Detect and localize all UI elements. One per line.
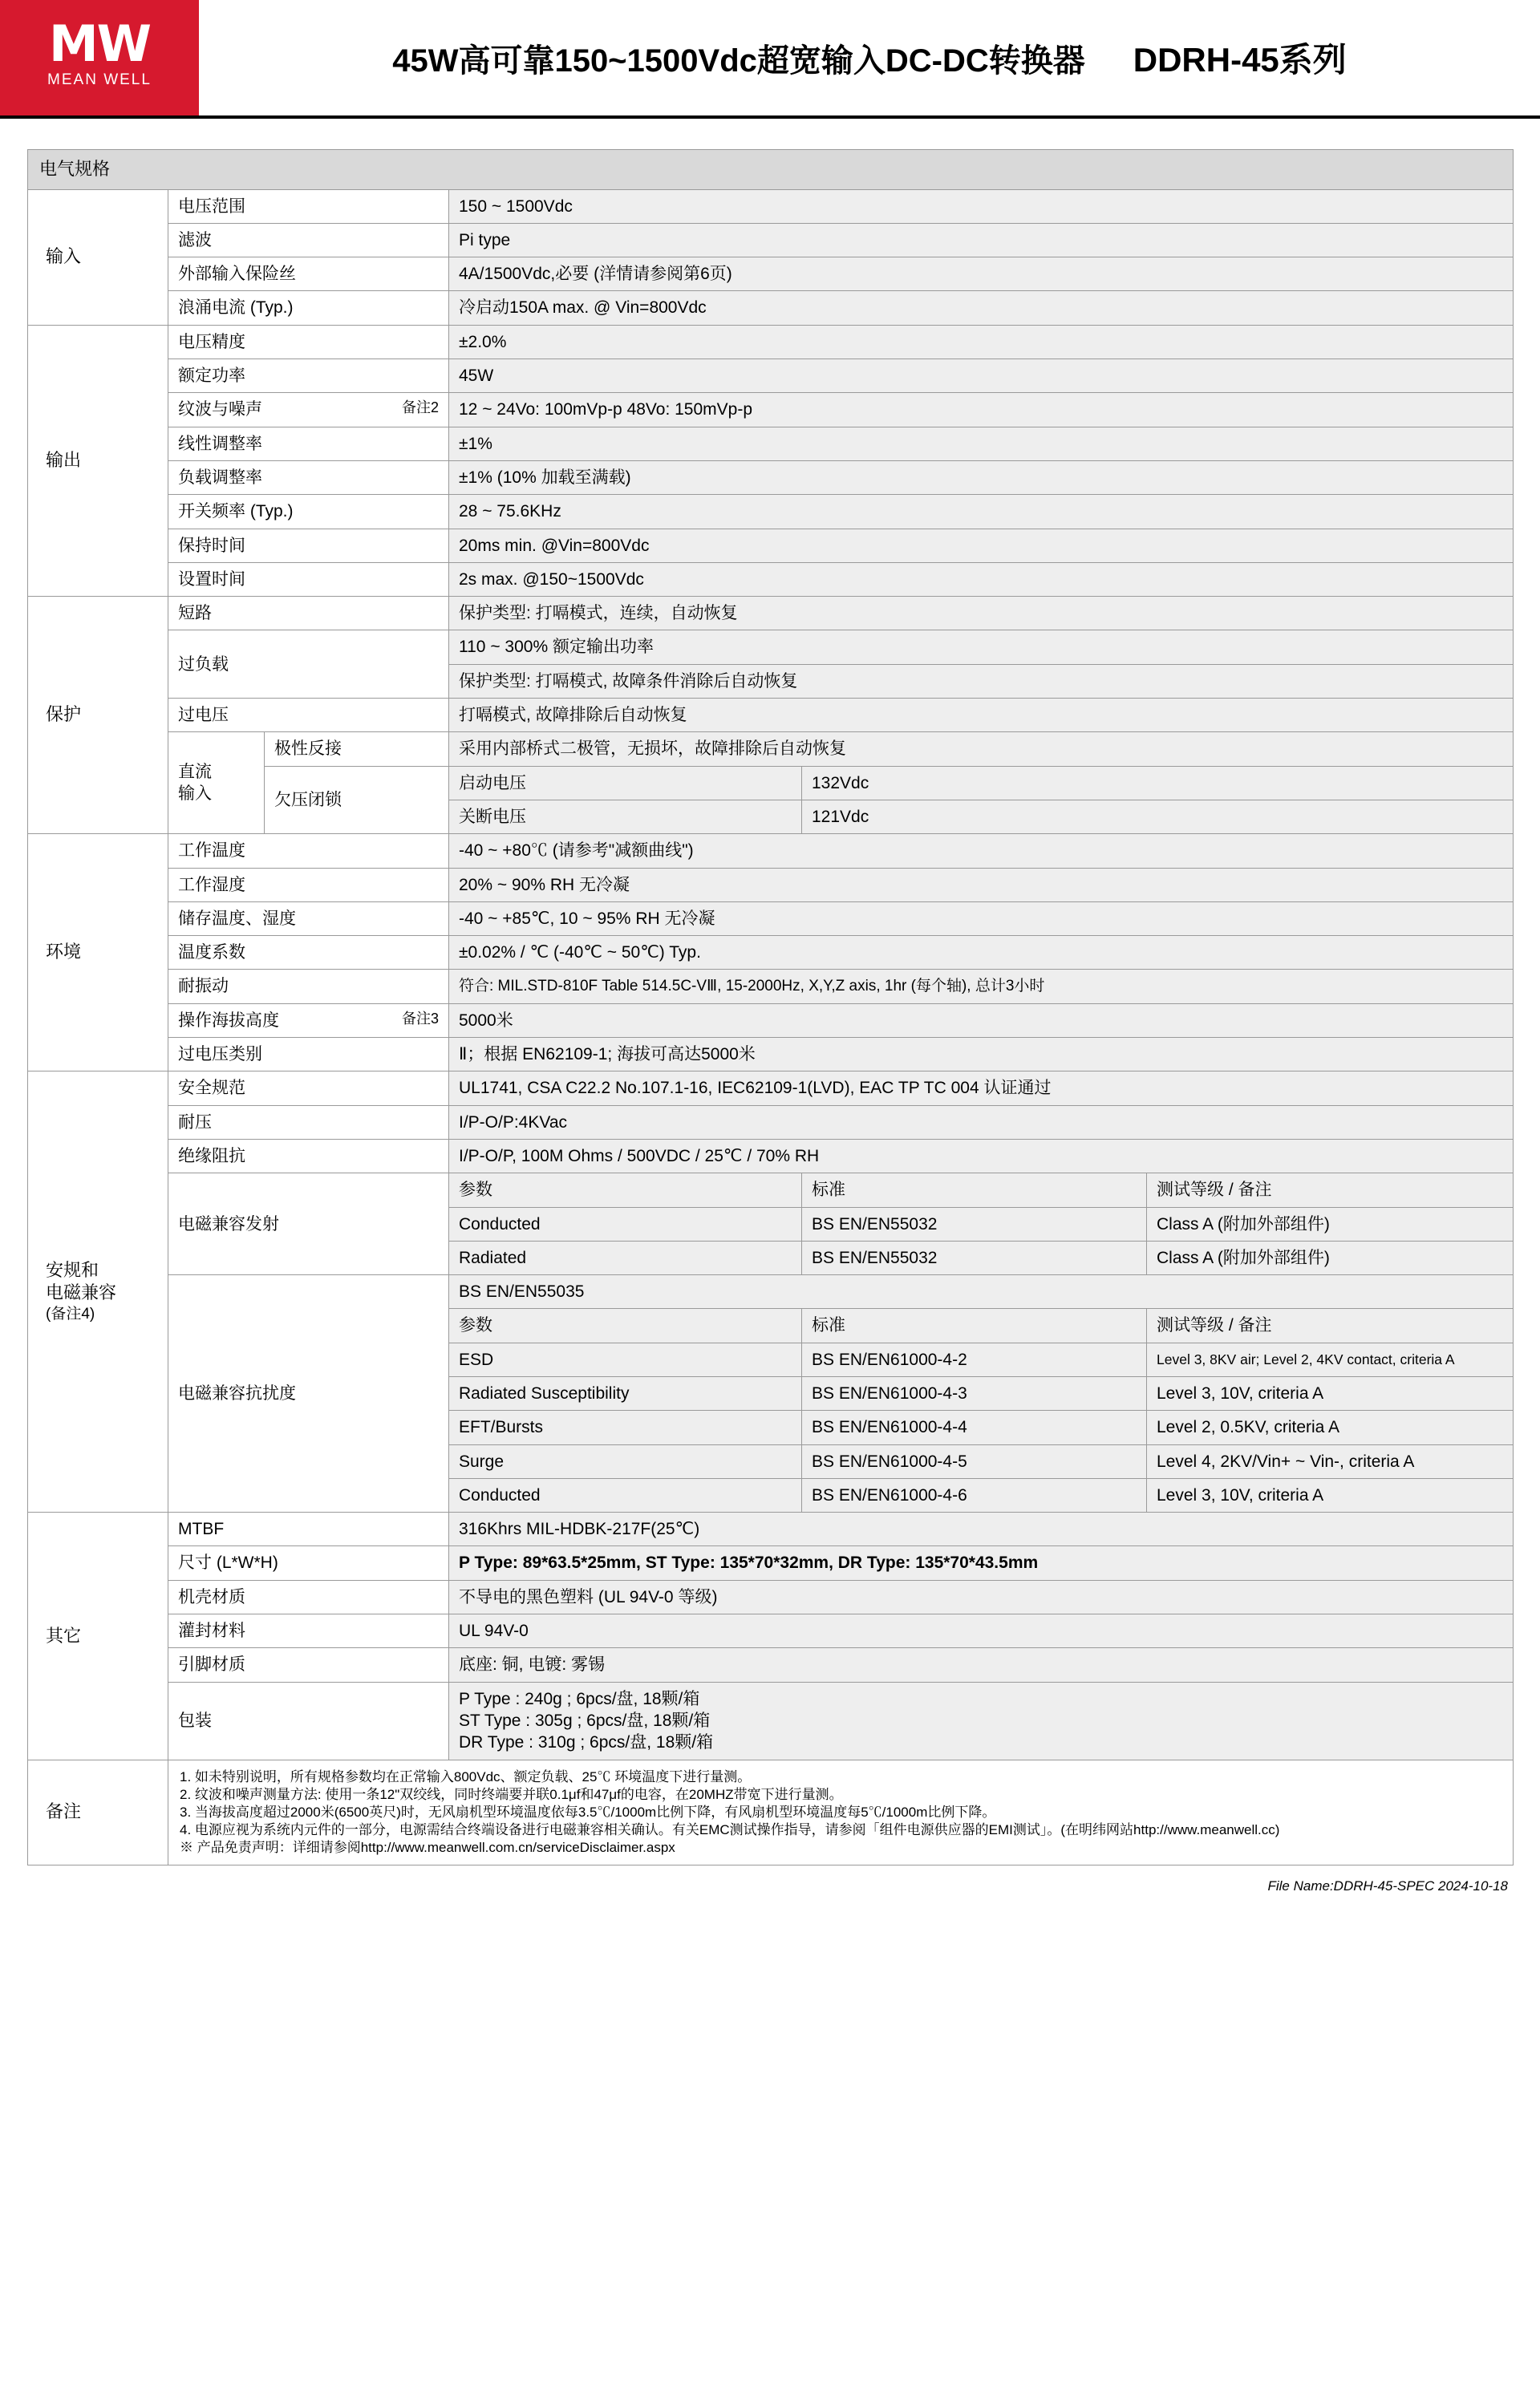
emission-level: Class A (附加外部组件) [1147,1207,1514,1241]
group-others: 其它 [28,1513,168,1760]
table-row [28,562,1514,596]
table-row [28,1275,1514,1309]
table-row [28,257,1514,291]
dc-input-line1: 直流 [178,762,212,781]
row-note: 备注2 [401,399,439,416]
row-label-dc-input [168,732,265,834]
row-value: ±1% (10% 加载至满载) [449,460,1514,494]
row-value: -40 ~ +80℃ (请参考"减额曲线") [449,834,1514,868]
row-label-short-circuit: 短路 [168,597,449,630]
row-value: 保护类型: 打嗝模式, 故障条件消除后自动恢复 [449,664,1514,698]
table-row [28,1038,1514,1071]
table-row [28,529,1514,562]
immunity-standard: BS EN/EN61000-4-4 [802,1411,1147,1444]
table-row [28,495,1514,529]
row-value: 采用内部桥式二极管，无损坏，故障排除后自动恢复 [449,732,1514,766]
group-environment: 环境 [28,834,168,1071]
immunity-header-level: 测试等级 / 备注 [1147,1309,1514,1343]
immunity-standard: BS EN/EN61000-4-2 [802,1343,1147,1376]
row-value: 20ms min. @Vin=800Vdc [449,529,1514,562]
immunity-level: Level 2, 0.5KV, criteria A [1147,1411,1514,1444]
table-row [28,901,1514,935]
row-label-immunity: 电磁兼容抗扰度 [168,1275,449,1513]
row-label: 电压精度 [168,325,449,359]
row-label: 绝缘阻抗 [168,1139,449,1173]
immunity-standard: BS EN/EN61000-4-6 [802,1478,1147,1512]
row-label: 滤波 [168,223,449,257]
row-value: Ⅱ；根据 EN62109-1; 海拔可高达5000米 [449,1038,1514,1071]
row-label: 工作湿度 [168,868,449,901]
row-value: 132Vdc [802,766,1514,800]
group-protection: 保护 [28,597,168,834]
table-row [28,1071,1514,1105]
row-label: 电压范围 [168,189,449,223]
immunity-param: Radiated Susceptibility [449,1376,802,1410]
table-row [28,1580,1514,1614]
row-value: 5000米 [449,1003,1514,1037]
group-safety-note: (备注4) [46,1305,95,1323]
remark-line: 1. 如未特别说明，所有规格参数均在正常输入800Vdc、额定负载、25℃ 环境温度下进行量测。 [180,1768,752,1784]
group-safety-line1: 安规和 [46,1259,99,1280]
row-label: 温度系数 [168,936,449,970]
row-label-overload: 过负载 [168,630,449,699]
row-value: 20% ~ 90% RH 无冷凝 [449,868,1514,901]
table-row [28,936,1514,970]
packaging-line: DR Type : 310g ; 6pcs/盘, 18颗/箱 [459,1733,714,1752]
row-label-with-note [168,393,449,427]
page-header [0,0,1540,119]
table-row [28,1760,1514,1865]
row-value: 4A/1500Vdc,必要 (洋情请参阅第6页) [449,257,1514,291]
table-row [28,834,1514,868]
emission-header-standard: 标准 [802,1173,1147,1207]
row-value: I/P-O/P, 100M Ohms / 500VDC / 25℃ / 70% RH [449,1139,1514,1173]
meanwell-logo [0,0,199,115]
emission-standard: BS EN/EN55032 [802,1241,1147,1274]
row-label: 灌封材料 [168,1614,449,1648]
row-note: 备注3 [401,1010,439,1027]
group-input: 输入 [28,189,168,325]
table-row [28,1003,1514,1037]
row-value: UL1741, CSA C22.2 No.107.1-16, IEC62109-1(LVD), EAC TP TC 004 认证通过 [449,1071,1514,1105]
table-row [28,1648,1514,1682]
immunity-level: Level 4, 2KV/Vin+ ~ Vin-, criteria A [1147,1444,1514,1478]
packaging-line: ST Type : 305g ; 6pcs/盘, 18颗/箱 [459,1711,711,1730]
logo-wordmark: MEAN WELL [47,71,152,88]
table-row [28,427,1514,460]
table-row [28,699,1514,732]
row-value: 保护类型: 打嗝模式，连续，自动恢复 [449,597,1514,630]
immunity-level: Level 3, 10V, criteria A [1147,1478,1514,1512]
row-sublabel: 关断电压 [449,800,802,833]
row-label: 安全规范 [168,1071,449,1105]
emission-header-param: 参数 [449,1173,802,1207]
spec-table-wrapper [0,119,1540,1865]
logo-mark: MW [48,14,151,74]
table-row [28,1513,1514,1546]
table-row [28,630,1514,664]
table-row [28,1682,1514,1760]
table-row [28,325,1514,359]
row-value: 45W [449,359,1514,393]
table-row [28,970,1514,1003]
immunity-param: EFT/Bursts [449,1411,802,1444]
row-value: 打嗝模式, 故障排除后自动恢复 [449,699,1514,732]
row-value: ±0.02% / ℃ (-40℃ ~ 50℃) Typ. [449,936,1514,970]
row-label: 耐振动 [168,970,449,1003]
group-output: 输出 [28,325,168,596]
table-row [28,1105,1514,1139]
row-value: 110 ~ 300% 额定输出功率 [449,630,1514,664]
dc-input-line2: 输入 [178,784,212,804]
emission-header-level: 测试等级 / 备注 [1147,1173,1514,1207]
row-value: 2s max. @150~1500Vdc [449,562,1514,596]
row-label: 工作温度 [168,834,449,868]
row-label: 负载调整率 [168,460,449,494]
header-title-area [199,0,1540,115]
row-value: 316Khrs MIL-HDBK-217F(25℃) [449,1513,1514,1546]
immunity-param: Surge [449,1444,802,1478]
table-row [28,393,1514,427]
row-value: ±2.0% [449,325,1514,359]
table-row [28,597,1514,630]
row-sublabel: 启动电压 [449,766,802,800]
table-row [28,150,1514,190]
immunity-header-param: 参数 [449,1309,802,1343]
remark-line: 3. 当海拔高度超过2000米(6500英尺)时，无风扇机型环境温度依每3.5℃/1000m比例下降，有风扇机型环境温度每5℃/1000m比例下降。 [180,1804,996,1820]
remark-line: ※ 产品免责声明：详细请参阅http://www.meanwell.com.cn/serviceDisclaimer.aspx [180,1839,675,1855]
page-footer: File Name:DDRH-45-SPEC 2024-10-18 [1267,1878,1508,1894]
row-label: 引脚材质 [168,1648,449,1682]
immunity-standard: BS EN/EN61000-4-3 [802,1376,1147,1410]
table-row [28,1546,1514,1580]
row-label: 过电压类别 [168,1038,449,1071]
emission-level: Class A (附加外部组件) [1147,1241,1514,1274]
immunity-standard: BS EN/EN61000-4-5 [802,1444,1147,1478]
row-value: 不导电的黑色塑料 (UL 94V-0 等级) [449,1580,1514,1614]
row-value: I/P-O/P:4KVac [449,1105,1514,1139]
immunity-level: Level 3, 8KV air; Level 2, 4KV contact, criteria A [1147,1343,1514,1376]
table-row [28,868,1514,901]
remarks-block [168,1760,1514,1865]
immunity-level: Level 3, 10V, criteria A [1147,1376,1514,1410]
row-value: 底座: 铜, 电镀: 雾锡 [449,1648,1514,1682]
row-label: 尺寸 (L*W*H) [168,1546,449,1580]
row-value: ±1% [449,427,1514,460]
row-label-polarity: 极性反接 [265,732,449,766]
immunity-param: ESD [449,1343,802,1376]
row-label: 机壳材质 [168,1580,449,1614]
immunity-standard-main: BS EN/EN55035 [449,1275,1514,1309]
row-label-emission: 电磁兼容发射 [168,1173,449,1275]
row-label: 线性调整率 [168,427,449,460]
row-label: 设置时间 [168,562,449,596]
group-remark: 备注 [28,1760,168,1865]
row-value: UL 94V-0 [449,1614,1514,1648]
immunity-header-standard: 标准 [802,1309,1147,1343]
row-label: 外部输入保险丝 [168,257,449,291]
row-label-uvlo: 欠压闭锁 [265,766,449,834]
row-label: 额定功率 [168,359,449,393]
row-value: 冷启动150A max. @ Vin=800Vdc [449,291,1514,325]
table-row [28,1173,1514,1207]
emission-param: Radiated [449,1241,802,1274]
table-row [28,1614,1514,1648]
series-name: DDRH-45系列 [1133,41,1347,79]
table-row [28,291,1514,325]
remark-line: 4. 电源应视为系统内元件的一部分，电源需结合终端设备进行电磁兼容相关确认。有关EMC测试操作指导，请参阅「组件电源供应器的EMI测试」。(在明纬网站http://www.meanwell.cc) [180,1821,1280,1837]
row-label: 操作海拔高度 [178,1011,279,1030]
row-value: 28 ~ 75.6KHz [449,495,1514,529]
row-value: P Type: 89*63.5*25mm, ST Type: 135*70*32mm, DR Type: 135*70*43.5mm [449,1546,1514,1580]
row-label: MTBF [168,1513,449,1546]
immunity-param: Conducted [449,1478,802,1512]
row-label: 耐压 [168,1105,449,1139]
table-row [28,1139,1514,1173]
row-label: 浪涌电流 (Typ.) [168,291,449,325]
row-label-overvoltage: 过电压 [168,699,449,732]
table-row [28,189,1514,223]
remark-line: 2. 纹波和噪声测量方法: 使用一条12"双绞线，同时终端要并联0.1μf和47μf的电容，在20MHZ带宽下进行量测。 [180,1786,843,1802]
row-label-packaging: 包装 [168,1682,449,1760]
row-label: 纹波与噪声 [178,400,262,419]
table-row [28,460,1514,494]
emission-param: Conducted [449,1207,802,1241]
table-row [28,732,1514,766]
packaging-line: P Type : 240g ; 6pcs/盘, 18颗/箱 [459,1689,700,1708]
row-label: 储存温度、湿度 [168,901,449,935]
row-label-with-note [168,1003,449,1037]
row-value: -40 ~ +85℃, 10 ~ 95% RH 无冷凝 [449,901,1514,935]
table-row [28,223,1514,257]
group-safety-line2: 电磁兼容 [46,1282,117,1303]
table-row [28,359,1514,393]
emission-standard: BS EN/EN55032 [802,1207,1147,1241]
row-label: 开关频率 (Typ.) [168,495,449,529]
row-value: 150 ~ 1500Vdc [449,189,1514,223]
row-value: 121Vdc [802,800,1514,833]
row-value: 12 ~ 24Vo: 100mVp-p 48Vo: 150mVp-p [449,393,1514,427]
row-label: 保持时间 [168,529,449,562]
row-value-packaging [449,1682,1514,1760]
page-title: 45W高可靠150~1500Vdc超宽输入DC-DC转换器 [392,43,1085,79]
row-value: Pi type [449,223,1514,257]
spec-table [27,149,1514,1865]
row-value: 符合: MIL.STD-810F Table 514.5C-VⅢ, 15-2000Hz, X,Y,Z axis, 1hr (每个轴), 总计3小时 [449,970,1514,1003]
section-title: 电气规格 [28,150,1514,190]
group-safety-emc [28,1071,168,1513]
